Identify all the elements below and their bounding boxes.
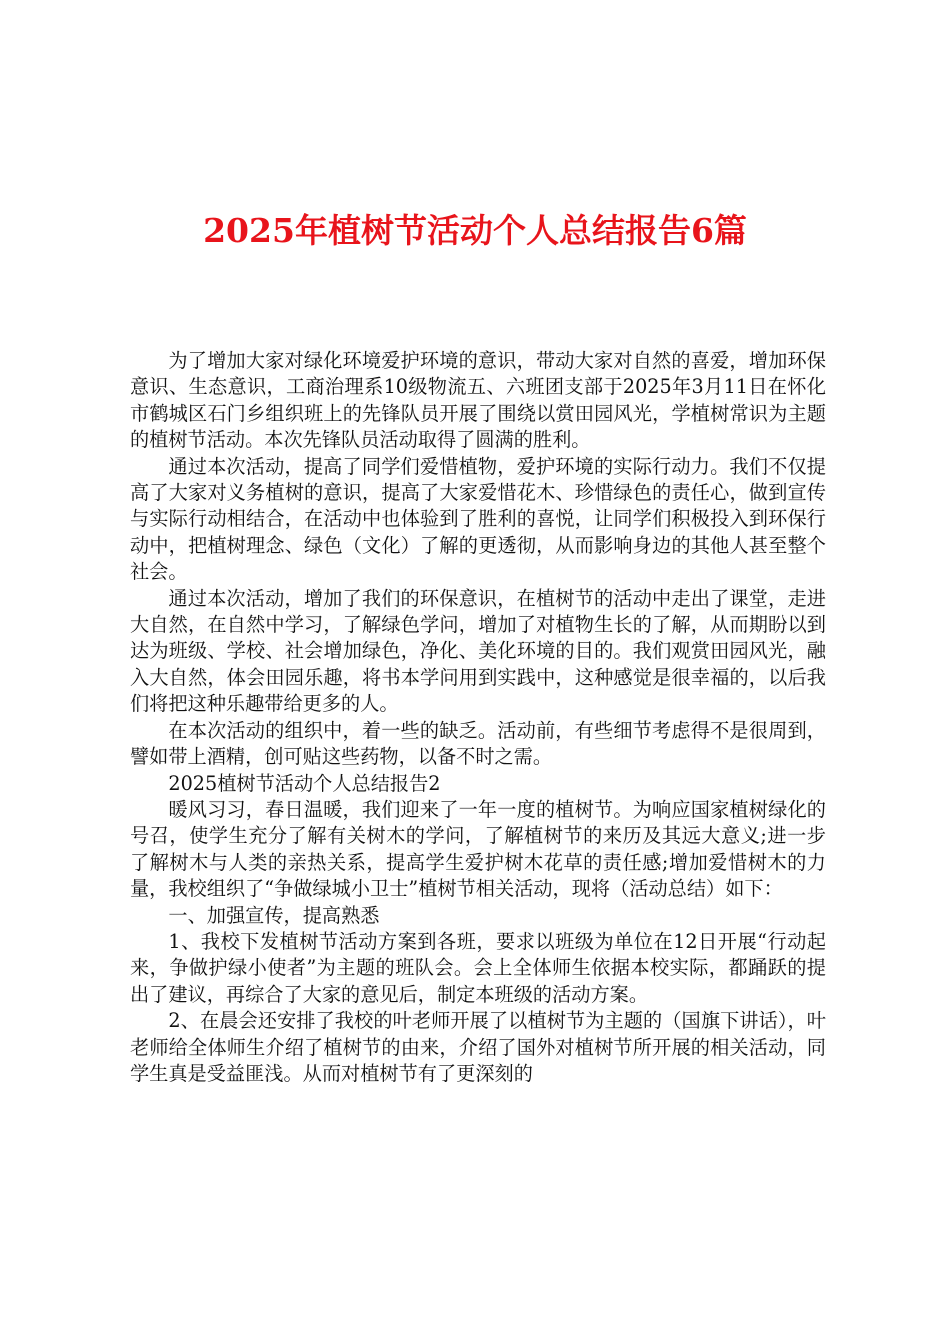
paragraph-report-2-intro: 暖风习习，春日温暖，我们迎来了一年一度的植树节。为响应国家植树绿化的号召，使学生充分了解有关树木的学问，了解植树节的来历及其远大意义;进一步了解树木与人类的亲热关系，提高学生爱护树木花草的责任感;增加爱惜树木的力量，我校组织了“争做绿城小卫士”植树节相关活动，现将（活动总结）如下： xyxy=(130,797,826,901)
document-title: 2025年植树节活动个人总结报告6篇 xyxy=(203,211,747,250)
subheading-publicity: 一、加强宣传，提高熟悉 xyxy=(168,903,380,927)
section-heading-report-2: 2025植树节活动个人总结报告2 xyxy=(168,771,441,795)
paragraph-shortcomings: 在本次活动的组织中，着一些的缺乏。活动前，有些细节考虑得不是很周到，譬如带上酒精，创可贴这些药物，以备不时之需。 xyxy=(130,718,826,769)
paragraph-item-2: 2、在晨会还安排了我校的叶老师开展了以植树节为主题的（国旗下讲话），叶老师给全体师生介绍了植树节的由来，介绍了国外对植树节所开展的相关活动，同学生真是受益匪浅。从而对植树节有了更深刻的 xyxy=(130,1009,826,1085)
paragraph-intro: 为了增加大家对绿化环境爱护环境的意识，带动大家对自然的喜爱，增加环保意识、生态意识，工商治理系10级物流五、六班团支部于2025年3月11日在怀化市鹤城区石门乡组织班上的先锋队员开展了围绕以赏田园风光，学植树常识为主题的植树节活动。本次先锋队员活动取得了圆满的胜利。 xyxy=(130,349,826,452)
paragraph-awareness: 通过本次活动，增加了我们的环保意识，在植树节的活动中走出了课堂，走进大自然，在自然中学习，了解绿色学问，增加了对植物生长的了解，从而期盼以到达为班级、学校、社会增加绿色，净化、美化环境的目的。我们观赏田园风光，融入大自然，体会田园乐趣，将书本学问用到实践中，这种感觉是很幸福的，以后我们将把这种乐趣带给更多的人。 xyxy=(130,586,826,716)
paragraph-item-1: 1、我校下发植树节活动方案到各班，要求以班级为单位在12日开展“行动起来，争做护绿小使者”为主题的班队会。会上全体师生依据本校实际，都踊跃的提出了建议，再综合了大家的意见后，制定本班级的活动方案。 xyxy=(130,929,826,1006)
document-body xyxy=(130,348,826,1087)
paragraph-effect: 通过本次活动，提高了同学们爱惜植物，爱护环境的实际行动力。我们不仅提高了大家对义务植树的意识，提高了大家爱惜花木、珍惜绿色的责任心，做到宣传与实际行动相结合，在活动中也体验到了胜利的喜悦，让同学们积极投入到环保行动中，把植树理念、绿色（文化）了解的更透彻，从而影响身边的其他人甚至整个社会。 xyxy=(130,454,826,584)
